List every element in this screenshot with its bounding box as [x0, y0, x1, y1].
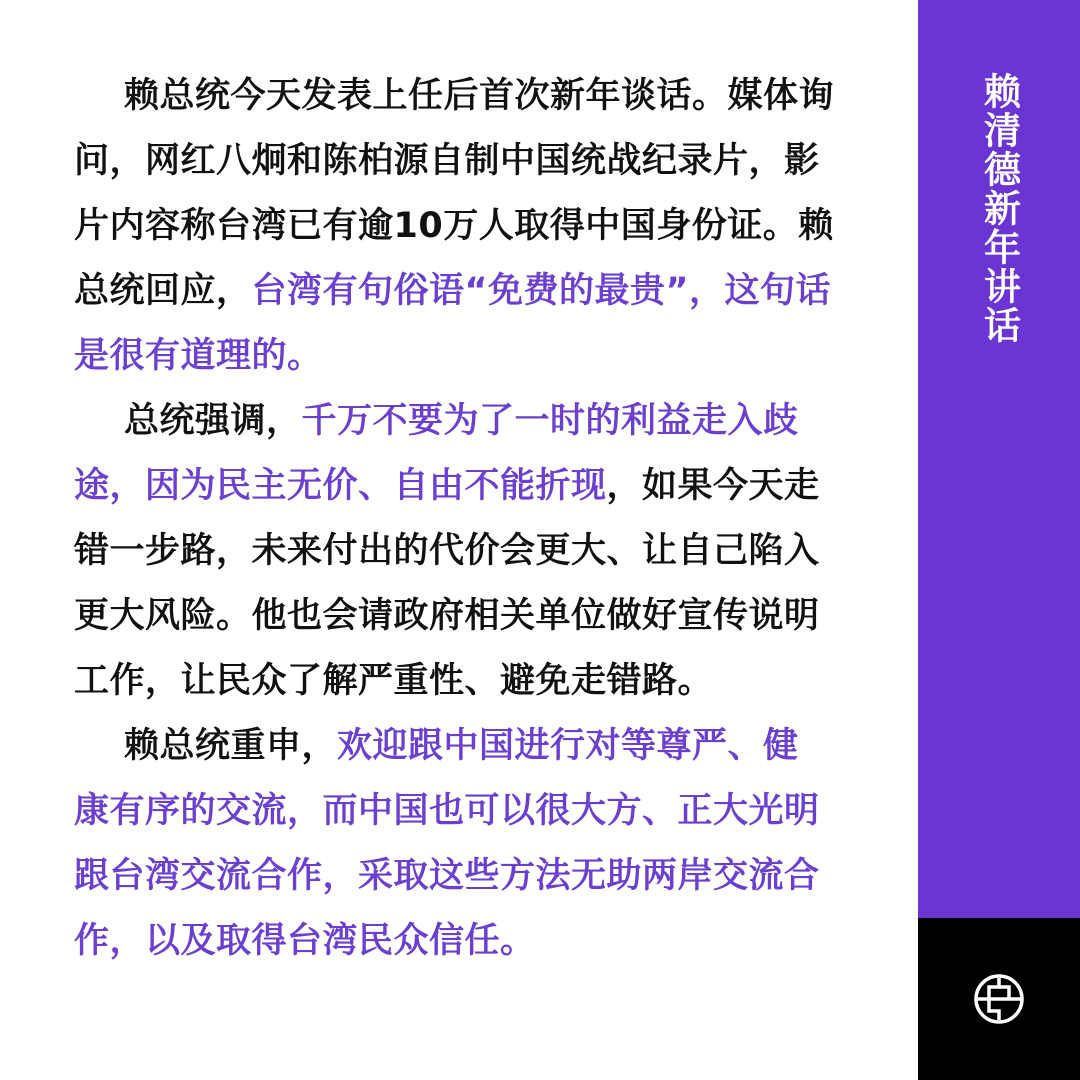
article-body [74, 64, 834, 974]
paragraph-1 [74, 64, 834, 389]
paragraph-3-text-1: 赖总统重申， [124, 726, 338, 766]
paragraph-2-text-1: 总统强调， [124, 401, 302, 441]
paragraph-2-text-2: ，如果今天走错一步路，未来付出的代价会更大、让自己陷入更大风险。他也会请政府相关单位做好宣传说明工作，让民众了解严重性、避免走错路。 [74, 466, 820, 701]
logo-panel [918, 918, 1080, 1080]
paragraph-1-text-1: 赖总统今天发表上任后首次新年谈话。媒体询问，网红八炯和陈柏源自制中国统战纪录片，影片内容称台湾已有逾10万人取得中国身份证。赖总统回应， [74, 76, 835, 311]
sidebar-title: 赖清德新年讲话 [977, 72, 1021, 345]
paragraph-2-highlight-1: 千万不要为了一时的利益走入歧途，因为民主无价、自由不能折现 [74, 401, 799, 506]
paragraph-3 [74, 714, 834, 974]
title-sidebar [918, 0, 1080, 918]
logo-icon [973, 973, 1025, 1025]
paragraph-1-highlight-1: 台湾有句俗语“免费的最贵”，这句话是很有道理的。 [74, 271, 832, 376]
paragraph-3-highlight-1: 欢迎跟中国进行对等尊严、健康有序的交流，而中国也可以很大方、正大光明跟台湾交流合作，采取这些方法无助两岸交流合作，以及取得台湾民众信任。 [74, 726, 820, 961]
paragraph-2 [74, 389, 834, 714]
